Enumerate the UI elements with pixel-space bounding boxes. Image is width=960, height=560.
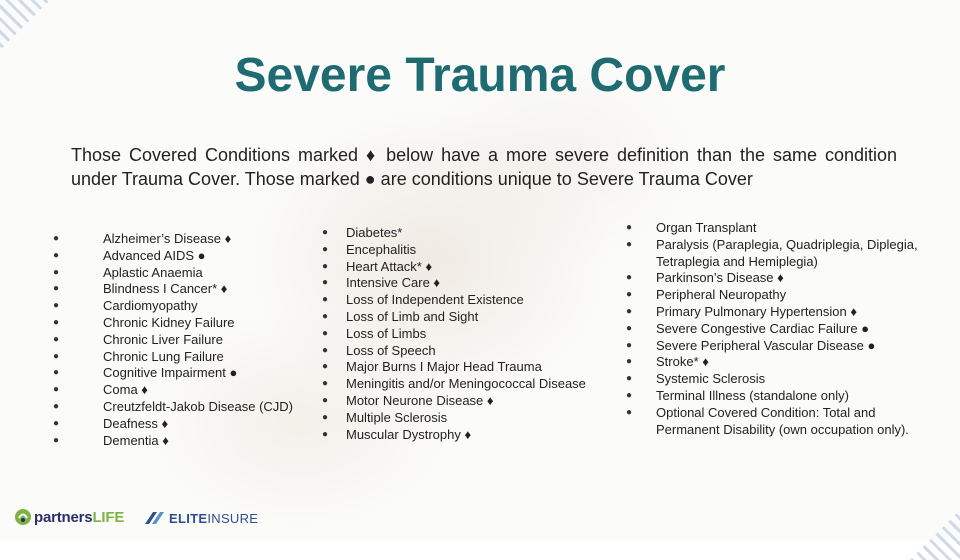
intro-paragraph: Those Covered Conditions marked ♦ below have a more severe definition than the same condition under Trauma Cover. Those marked ● are conditions unique to Severe Trauma Cover: [71, 145, 897, 189]
condition-text: Meningitis and/or Meningococcal Disease: [346, 376, 586, 392]
bullet-icon: ●: [53, 300, 60, 312]
bullet-icon: ●: [322, 310, 329, 322]
bullet-icon: ●: [626, 305, 633, 317]
condition-text: Major Burns I Major Head Trauma: [346, 359, 542, 375]
bullet-icon: ●: [626, 289, 633, 301]
condition-list-item: [322, 258, 586, 276]
condition-text: Paralysis (Paraplegia, Quadriplegia, Diplegia, Tetraplegia and Hemiplegia): [656, 236, 918, 269]
condition-text: Multiple Sclerosis: [346, 409, 448, 425]
page-title: Severe Trauma Cover: [234, 49, 726, 102]
condition-text: Optional Covered Condition: Total and Permanent Disability (own occupation only).: [656, 404, 909, 437]
bullet-icon: ●: [53, 333, 60, 345]
bullet-icon: ●: [322, 260, 329, 272]
bullet-icon: ●: [53, 249, 60, 261]
condition-list-item: [322, 308, 586, 326]
condition-list-item: [626, 287, 936, 304]
partners-logo-text: partners: [34, 508, 93, 526]
footer-logos: [0, 498, 960, 540]
condition-list-item: [53, 298, 293, 315]
bullet-icon: ●: [322, 394, 329, 406]
condition-text: Coma ♦: [103, 382, 148, 398]
elite-logo-accent-text: INSURE: [207, 510, 259, 526]
condition-list-item: [53, 348, 293, 366]
condition-text: Organ Transplant: [656, 220, 757, 235]
bullet-icon: ●: [322, 411, 329, 423]
condition-list-item: [322, 359, 586, 376]
condition-list-item: [626, 337, 936, 355]
condition-list-item: [626, 220, 936, 237]
condition-list-item: [322, 342, 586, 360]
condition-list-item: [322, 426, 586, 444]
condition-list-item: [53, 365, 293, 382]
condition-list-item: [626, 236, 936, 271]
conditions-list-column-2: [322, 225, 586, 443]
condition-list-item: [322, 392, 586, 410]
bullet-icon: ●: [626, 238, 633, 250]
condition-list-item: [626, 270, 936, 287]
bullet-icon: ●: [322, 344, 329, 356]
condition-list-item: [53, 231, 293, 248]
bullet-icon: ●: [322, 327, 329, 339]
bullet-icon: ●: [53, 283, 60, 295]
bullet-icon: ●: [322, 294, 329, 306]
condition-text: Blindness I Cancer* ♦: [103, 281, 228, 297]
condition-list-item: [53, 398, 294, 416]
bullet-icon: ●: [626, 222, 633, 233]
condition-text: Advanced AIDS ●: [103, 247, 206, 263]
condition-list-item: [53, 281, 293, 298]
condition-list-item: [53, 331, 293, 349]
bullet-icon: ●: [322, 378, 329, 390]
bullet-icon: ●: [322, 277, 329, 289]
condition-list-item: [322, 225, 586, 242]
condition-list-item: [53, 314, 293, 332]
condition-text: Chronic Kidney Failure: [103, 314, 235, 330]
conditions-list-column-1: [53, 231, 294, 449]
condition-text: Stroke* ♦: [656, 354, 709, 370]
condition-text: Dementia ♦: [103, 432, 169, 448]
bullet-icon: ●: [626, 406, 633, 418]
condition-text: Severe Congestive Cardiac Failure ●: [656, 320, 870, 336]
bullet-icon: ●: [53, 316, 60, 328]
condition-text: Muscular Dystrophy ♦: [346, 426, 472, 442]
condition-text: Heart Attack* ♦: [346, 258, 433, 274]
condition-list-item: [322, 241, 586, 259]
bullet-icon: ●: [626, 389, 633, 401]
bullet-icon: ●: [53, 266, 60, 278]
condition-text: Aplastic Anaemia: [103, 264, 203, 280]
condition-list-item: [626, 303, 936, 321]
bullet-icon: ●: [53, 367, 60, 379]
condition-list-item: [322, 275, 586, 292]
condition-text: Primary Pulmonary Hypertension ♦: [656, 303, 857, 319]
condition-text: Motor Neurone Disease ♦: [346, 392, 494, 408]
conditions-list-column-3: [626, 220, 936, 438]
condition-list-item: [322, 376, 586, 393]
condition-text: Intensive Care ♦: [346, 275, 441, 291]
condition-text: Deafness ♦: [103, 415, 169, 431]
condition-text: Loss of Speech: [346, 342, 436, 358]
condition-text: Alzheimer’s Disease ♦: [103, 231, 232, 246]
condition-text: Severe Peripheral Vascular Disease ●: [656, 337, 876, 353]
bullet-icon: ●: [53, 434, 60, 446]
bullet-icon: ●: [322, 227, 329, 238]
condition-text: Diabetes*: [346, 225, 403, 240]
condition-text: Creutzfeldt-Jakob Disease (CJD): [103, 398, 294, 414]
bullet-icon: ●: [626, 272, 633, 284]
condition-list-item: [322, 409, 586, 427]
bullet-icon: ●: [322, 243, 329, 255]
condition-list-item: [53, 382, 293, 399]
bullet-icon: ●: [626, 322, 633, 334]
condition-text: Parkinson’s Disease ♦: [656, 270, 784, 286]
bullet-icon: ●: [53, 400, 60, 412]
bullet-icon: ●: [626, 339, 633, 351]
bullet-icon: ●: [53, 417, 60, 429]
condition-text: Cardiomyopathy: [103, 298, 198, 314]
condition-list-item: [626, 387, 936, 405]
partners-life-logo: [14, 508, 124, 526]
condition-list-item: [53, 247, 293, 265]
condition-text: Loss of Limbs: [346, 325, 427, 341]
bullet-icon: ●: [53, 350, 60, 362]
condition-list-item: [322, 292, 586, 309]
partners-life-logo-icon: [14, 508, 32, 526]
elite-insure-logo-icon: [143, 510, 165, 526]
condition-list-item: [626, 371, 936, 388]
condition-list-item: [626, 354, 936, 371]
bullet-icon: ●: [322, 428, 329, 440]
condition-text: Peripheral Neuropathy: [656, 287, 787, 303]
elite-logo-text: ELITE: [169, 510, 208, 526]
condition-list-item: [626, 404, 936, 439]
partners-logo-accent-text: LIFE: [92, 508, 125, 526]
bullet-icon: ●: [53, 233, 60, 244]
condition-list-item: [53, 415, 293, 433]
condition-text: Cognitive Impairment ●: [103, 365, 238, 381]
condition-text: Terminal Illness (standalone only): [656, 387, 849, 403]
condition-text: Systemic Sclerosis: [656, 371, 766, 387]
bullet-icon: ●: [53, 384, 60, 396]
bullet-icon: ●: [626, 373, 633, 385]
condition-list-item: [53, 264, 293, 282]
condition-list-item: [53, 432, 293, 450]
bullet-icon: ●: [626, 356, 633, 368]
condition-text: Loss of Independent Existence: [346, 292, 524, 308]
condition-list-item: [322, 325, 586, 343]
condition-text: Chronic Liver Failure: [103, 331, 223, 347]
condition-text: Encephalitis: [346, 241, 417, 257]
condition-list-item: [626, 320, 936, 338]
elite-insure-logo: [143, 510, 258, 526]
condition-text: Loss of Limb and Sight: [346, 308, 479, 324]
bullet-icon: ●: [322, 361, 329, 373]
condition-text: Chronic Lung Failure: [103, 348, 224, 364]
